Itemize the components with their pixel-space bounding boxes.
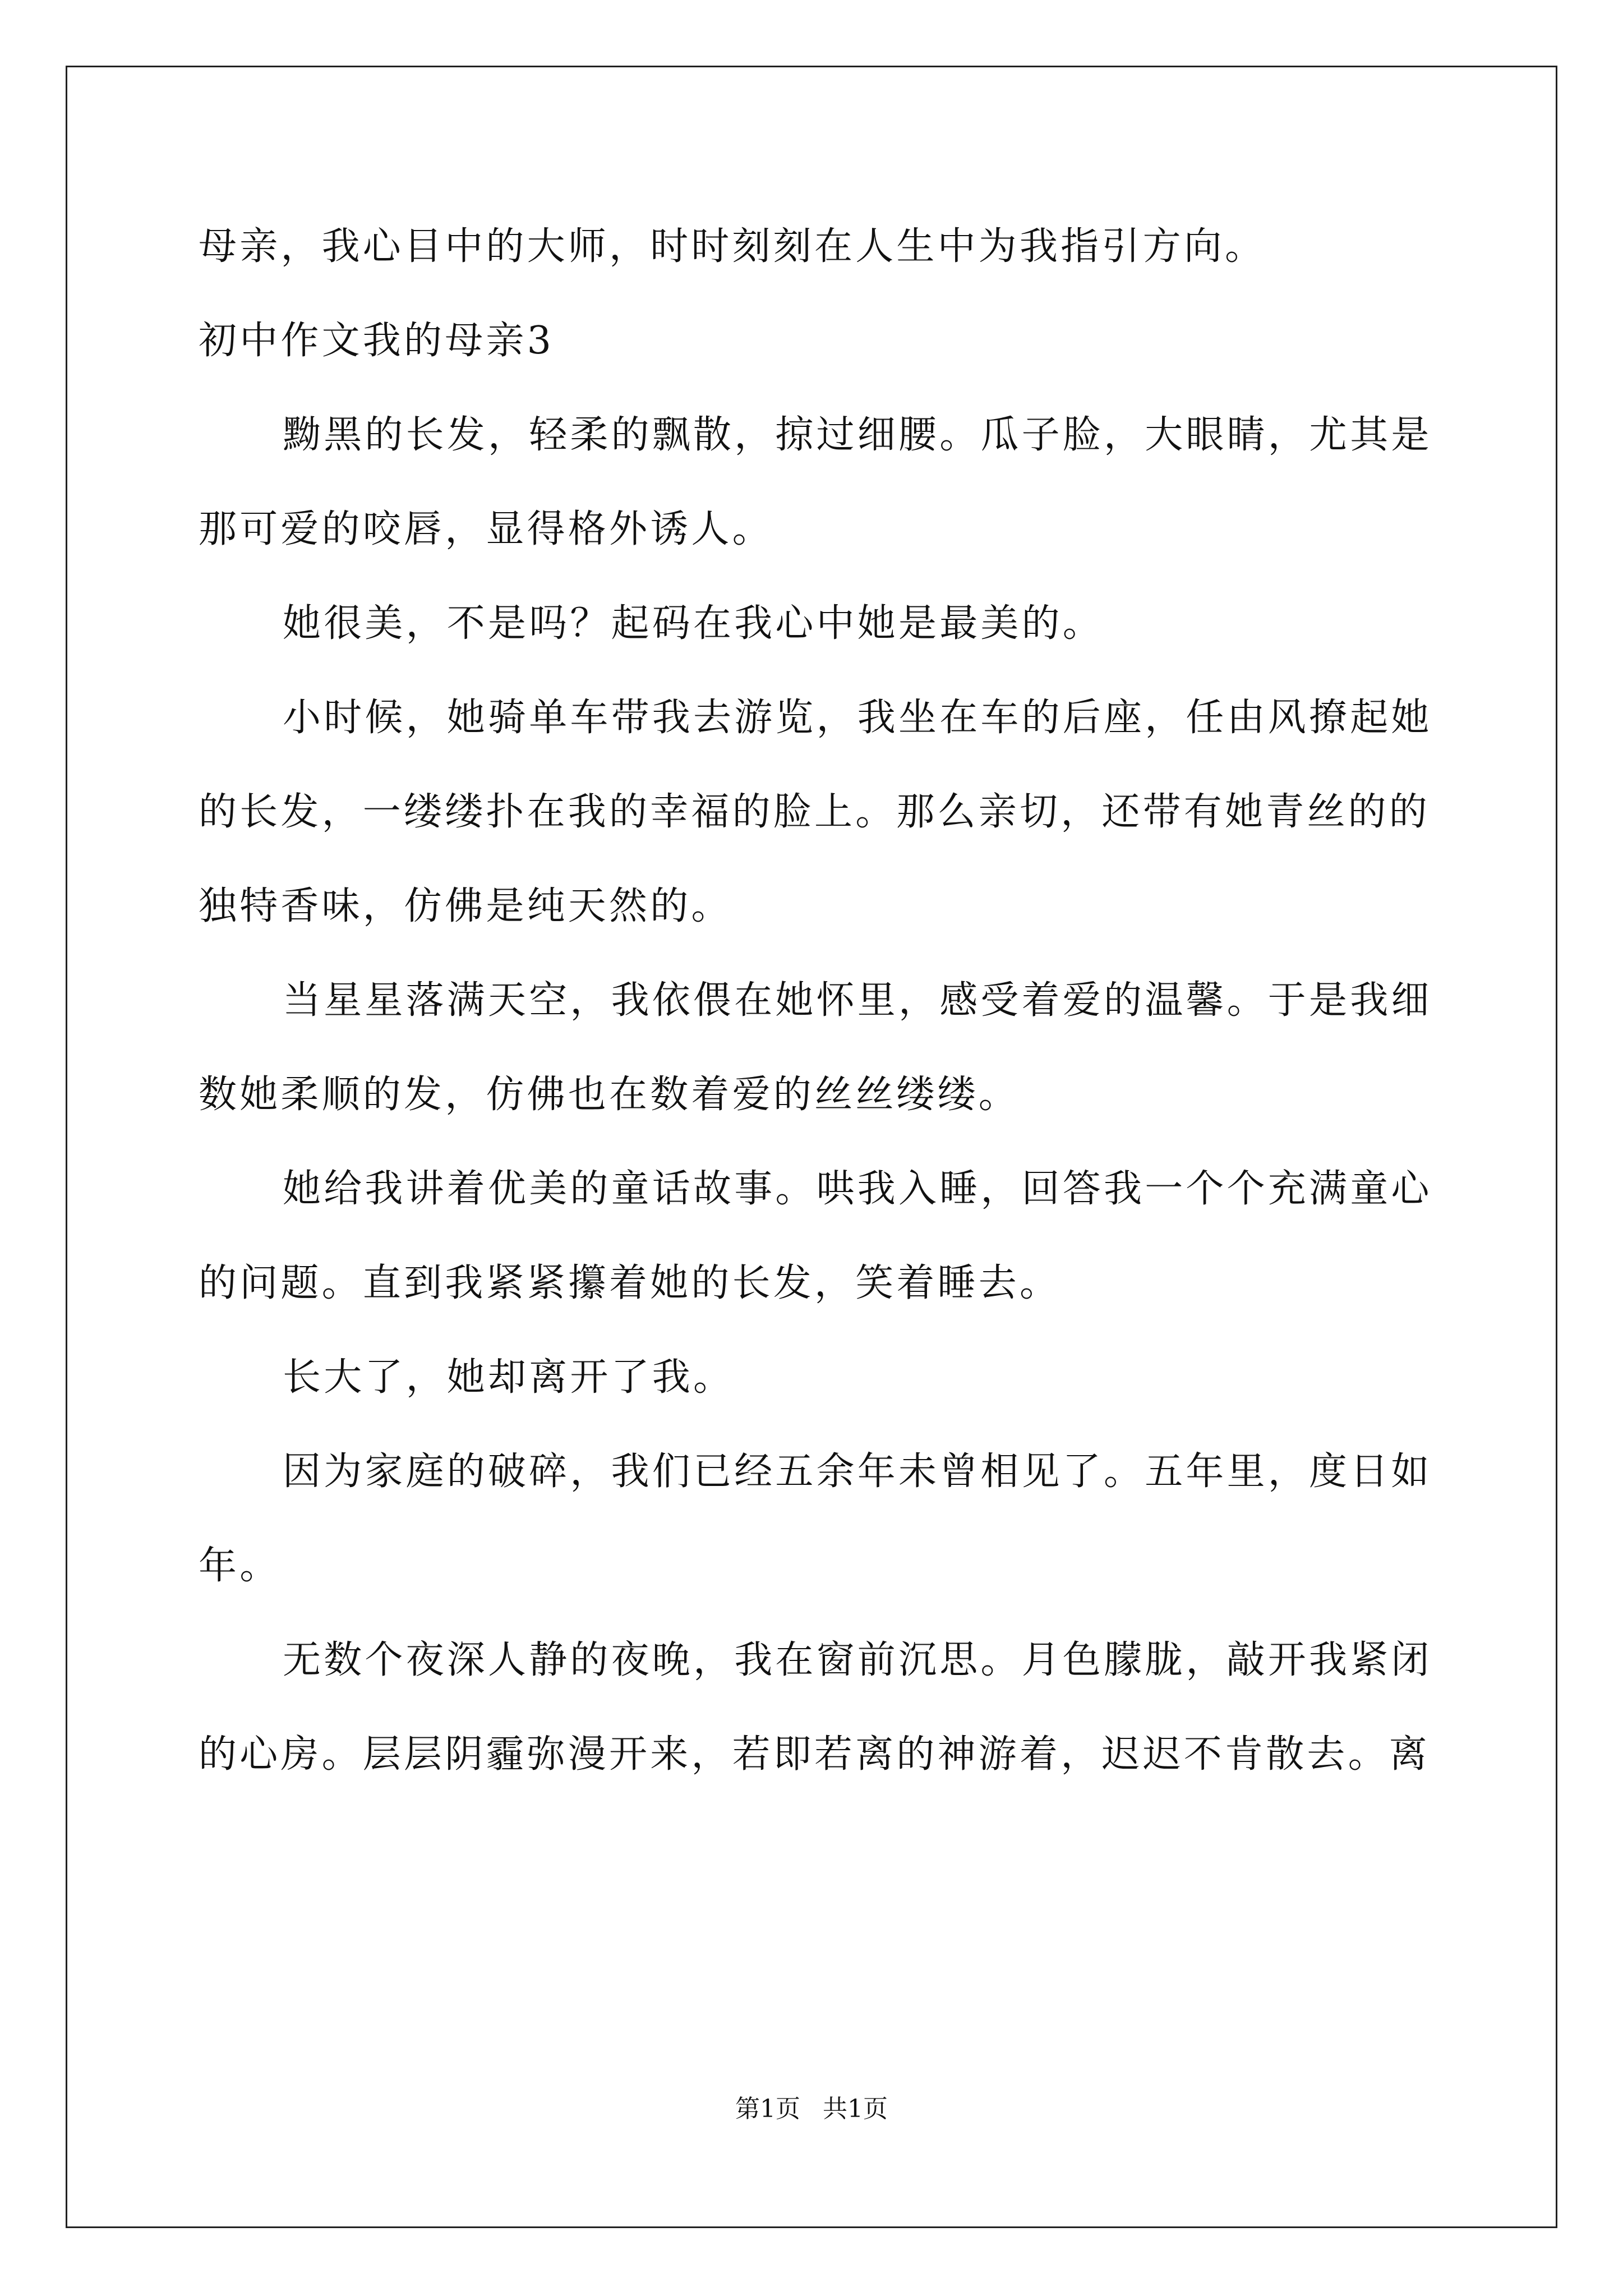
text-line: 母亲，我心目中的大师，时时刻刻在人生中为我指引方向。 bbox=[199, 224, 1266, 269]
text-line: 她很美，不是吗？起码在我心中她是最美的。 bbox=[283, 601, 1104, 646]
text-line: 因为家庭的破碎，我们已经五余年未曾相见了。五年里，度日如 bbox=[283, 1450, 1432, 1494]
document-body bbox=[199, 217, 1432, 1819]
text-line: 黝黑的长发，轻柔的飘散，掠过细腰。瓜子脸，大眼睛，尤其是 bbox=[283, 413, 1432, 457]
page-number-total: 共1页 bbox=[823, 2095, 888, 2123]
text-line: 那可爱的咬唇，显得格外诱人。 bbox=[199, 507, 773, 551]
text-line: 的心房。层层阴霾弥漫开来，若即若离的神游着，迟迟不肯散去。离 bbox=[199, 1732, 1431, 1777]
text-line: 的问题。直到我紧紧攥着她的长发，笑着睡去。 bbox=[199, 1261, 1061, 1305]
text-line: 年。 bbox=[199, 1544, 281, 1588]
page-number-current: 第1页 bbox=[735, 2095, 800, 2123]
text-line: 独特香味，仿佛是纯天然的。 bbox=[199, 884, 732, 928]
text-line: 无数个夜深人静的夜晚，我在窗前沉思。月色朦胧，敲开我紧闭 bbox=[283, 1638, 1432, 1682]
text-line: 她给我讲着优美的童话故事。哄我入睡，回答我一个个充满童心 bbox=[283, 1167, 1432, 1211]
section-title: 初中作文我的母亲3 bbox=[199, 319, 555, 363]
text-line: 小时候，她骑单车带我去游览，我坐在车的后座，任由风撩起她 bbox=[283, 696, 1432, 740]
text-line: 的长发，一缕缕扑在我的幸福的脸上。那么亲切，还带有她青丝的的 bbox=[199, 790, 1431, 834]
text-line: 当星星落满天空，我依偎在她怀里，感受着爱的温馨。于是我细 bbox=[283, 978, 1432, 1023]
page-footer bbox=[0, 2092, 1623, 2126]
text-line: 数她柔顺的发，仿佛也在数着爱的丝丝缕缕。 bbox=[199, 1073, 1020, 1117]
text-line: 长大了，她却离开了我。 bbox=[283, 1355, 735, 1400]
